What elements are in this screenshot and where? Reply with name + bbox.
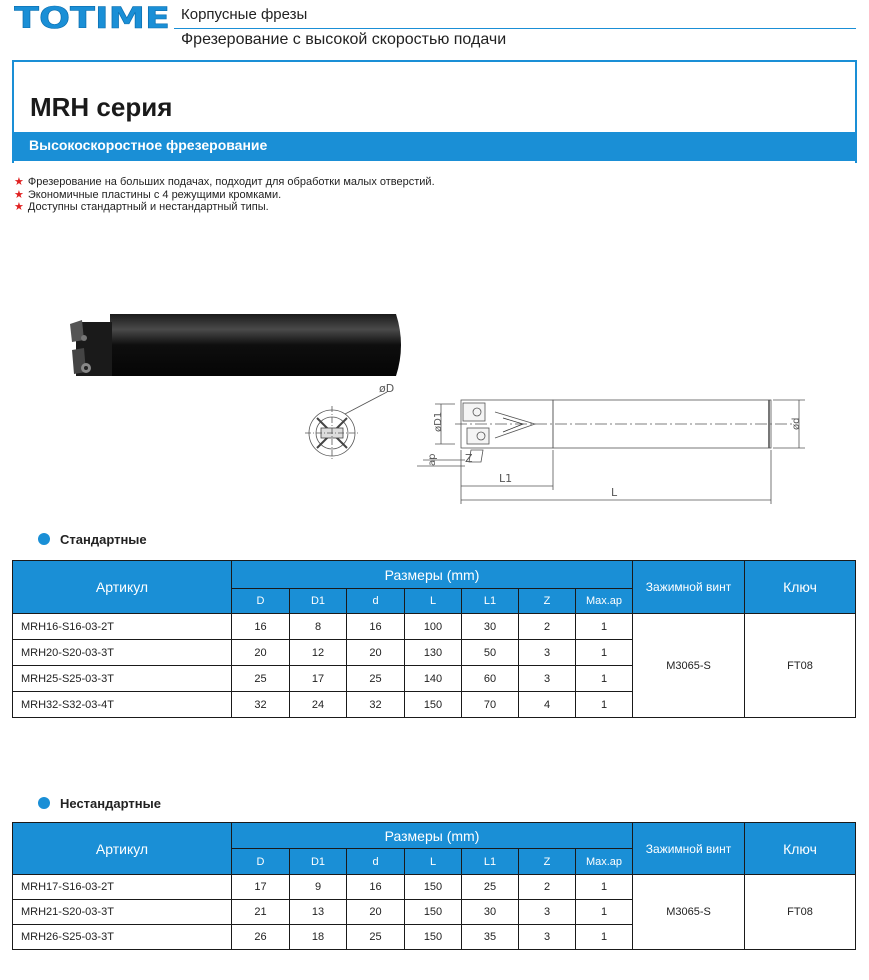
- col-D1: D1: [290, 849, 347, 875]
- svg-text:øD: øD: [379, 382, 395, 395]
- table-row: MRH17-S16-03-2T 17 9 16 150 25 2 1 M3065-S FT08: [13, 875, 856, 900]
- table-row: MRH16-S16-03-2T 16 8 16 100 30 2 1 M3065-S FT08: [13, 614, 856, 640]
- col-d: d: [347, 589, 405, 614]
- totime-logo: [14, 3, 172, 31]
- svg-text:ød: ød: [791, 417, 802, 430]
- table-row: MRH26-S25-03-3T 26 18 25 150 35 3 1: [13, 925, 856, 950]
- svg-text:L1: L1: [499, 472, 513, 485]
- feature-item: ★ Фрезерование на больших подачах, подходит для обработки малых отверстий.: [14, 176, 435, 188]
- col-sizes: Размеры (mm): [232, 823, 633, 849]
- star-icon: ★: [14, 201, 24, 213]
- table-row: MRH21-S20-03-3T 21 13 20 150 30 3 1: [13, 900, 856, 925]
- star-icon: ★: [14, 188, 24, 201]
- col-Z: Z: [519, 849, 576, 875]
- nonstandard-table: [12, 822, 856, 950]
- col-screw: Зажимной винт: [633, 823, 745, 875]
- key-cell: FT08: [745, 875, 856, 950]
- col-L1: L1: [462, 849, 519, 875]
- col-L1: L1: [462, 589, 519, 614]
- svg-text:TOTIME: TOTIME: [14, 3, 170, 31]
- header-divider: [174, 28, 856, 29]
- table-row: MRH25-S25-03-3T 25 17 25 140 60 3 1: [13, 666, 856, 692]
- star-icon: ★: [14, 176, 24, 188]
- col-L: L: [405, 589, 462, 614]
- technical-drawing: [295, 378, 815, 508]
- bullet-icon: [38, 797, 50, 809]
- col-d: d: [347, 849, 405, 875]
- section-standard: Стандартные: [38, 532, 147, 547]
- col-sizes: Размеры (mm): [232, 561, 633, 589]
- feature-list: [14, 176, 435, 214]
- series-subtitle: Высокоскоростное фрезерование: [29, 137, 268, 153]
- col-article: Артикул: [13, 561, 232, 614]
- header-subcategory: Фрезерование с высокой скоростью подачи: [181, 31, 507, 48]
- series-title: MRH серия: [30, 92, 173, 122]
- col-article: Артикул: [13, 823, 232, 875]
- col-max-ap: Max.ap: [576, 589, 633, 614]
- table-row: MRH32-S32-03-4T 32 24 32 150 70 4 1: [13, 692, 856, 718]
- svg-text:øD1: øD1: [433, 411, 444, 432]
- col-D1: D1: [290, 589, 347, 614]
- bullet-icon: [38, 533, 50, 545]
- section-nonstandard: Нестандартные: [38, 796, 161, 811]
- feature-item: ★ Экономичные пластины с 4 режущими кромками.: [14, 188, 282, 201]
- table-row: MRH20-S20-03-3T 20 12 20 130 50 3 1: [13, 640, 856, 666]
- screw-cell: M3065-S: [633, 614, 745, 718]
- col-D: D: [232, 589, 290, 614]
- svg-text:Z: Z: [465, 452, 473, 465]
- svg-text:L: L: [611, 486, 618, 499]
- col-screw: Зажимной винт: [633, 561, 745, 614]
- col-key: Ключ: [745, 561, 856, 614]
- col-Z: Z: [519, 589, 576, 614]
- col-L: L: [405, 849, 462, 875]
- feature-item: ★ Доступны стандартный и нестандартный типы.: [14, 201, 269, 213]
- col-key: Ключ: [745, 823, 856, 875]
- col-max-ap: Max.ap: [576, 849, 633, 875]
- screw-cell: M3065-S: [633, 875, 745, 950]
- svg-text:ap: ap: [427, 453, 438, 466]
- key-cell: FT08: [745, 614, 856, 718]
- header-category: Корпусные фрезы: [181, 6, 308, 23]
- standard-table: [12, 560, 856, 718]
- col-D: D: [232, 849, 290, 875]
